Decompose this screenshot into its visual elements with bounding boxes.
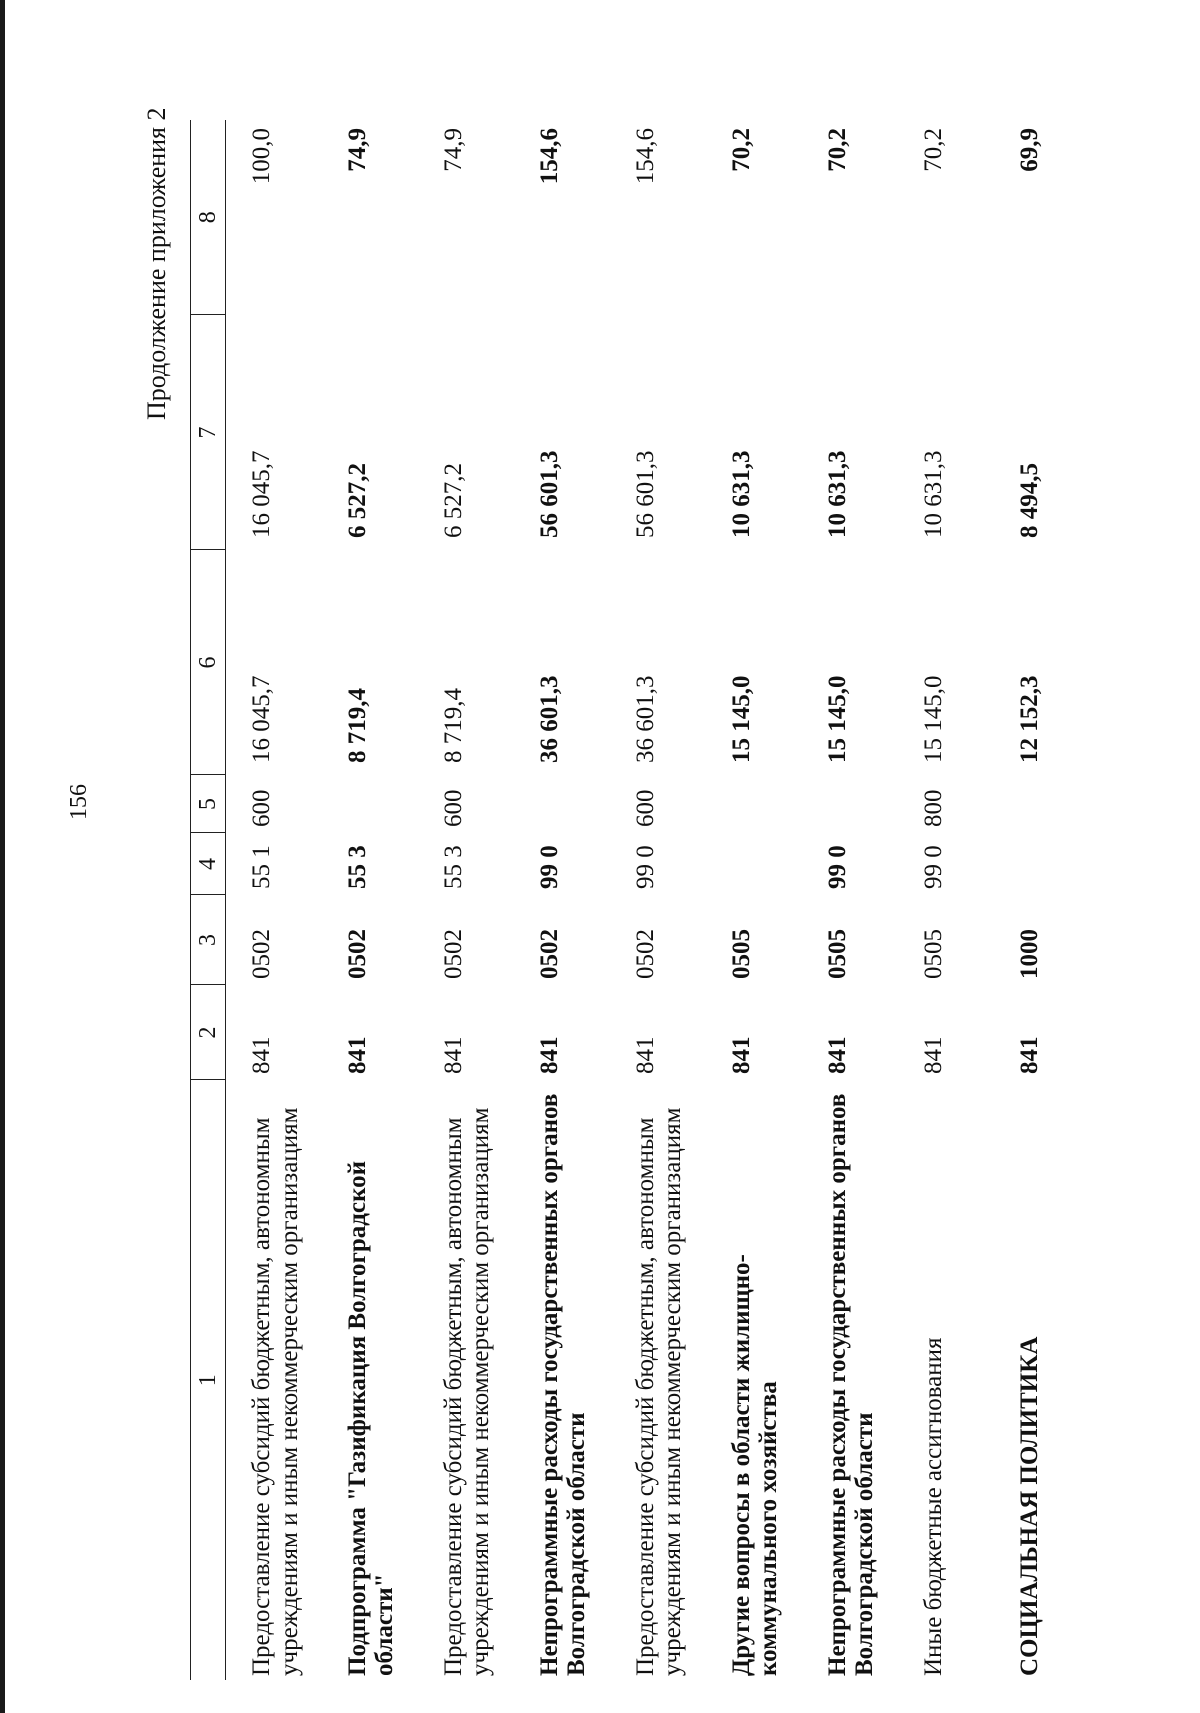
budget-table [190, 120, 1090, 1680]
cell-administrator-code: 841 [631, 1036, 659, 1074]
cell-expense-type [802, 775, 898, 833]
cell-administrator-code: 841 [823, 1036, 851, 1074]
row-name: Предоставление субсидий бюджетным, автономным учреждениям и иным некоммерческим организациям [248, 1107, 303, 1676]
cell-percent: 74,9 [439, 128, 467, 172]
cell-target-code [994, 833, 1090, 895]
table-row [610, 120, 706, 1680]
cell-planned-amount: 16 045,7 [248, 675, 275, 763]
cell-expense-type: 800 [919, 789, 947, 827]
cell-expense-type [994, 775, 1090, 833]
column-header: 4 [191, 833, 226, 895]
table-row [322, 120, 418, 1680]
cell-section-code: 0502 [535, 929, 563, 979]
table-row [514, 120, 610, 1680]
cell-administrator-code: 841 [535, 1036, 563, 1074]
cell-planned-amount: 15 145,0 [823, 675, 851, 763]
column-header: 2 [191, 985, 226, 1080]
cell-percent: 154,6 [631, 128, 659, 185]
cell-percent: 70,2 [727, 128, 755, 172]
cell-section-code: 0502 [343, 929, 371, 979]
cell-target-code: 99 0 [919, 845, 947, 889]
cell-expense-type [322, 775, 418, 833]
cell-actual-amount: 8 494,5 [1015, 463, 1043, 538]
cell-target-code: 99 0 [823, 845, 851, 889]
column-header: 1 [191, 1080, 226, 1680]
cell-percent: 74,9 [343, 128, 371, 172]
cell-section-code: 0505 [823, 929, 851, 979]
cell-planned-amount: 15 145,0 [919, 675, 947, 763]
column-header: 6 [191, 550, 226, 775]
row-name: Непрограммные расходы государственных органов Волгоградской области [535, 1093, 590, 1676]
cell-actual-amount: 6 527,2 [439, 463, 467, 538]
cell-administrator-code: 841 [1015, 1036, 1043, 1074]
table-header [191, 120, 226, 1680]
cell-percent: 70,2 [919, 128, 947, 172]
cell-planned-amount: 8 719,4 [343, 688, 371, 763]
cell-administrator-code: 841 [439, 1036, 467, 1074]
cell-planned-amount: 36 601,3 [631, 675, 659, 763]
row-name: Иные бюджетные ассигнования [919, 1337, 947, 1676]
cell-section-code: 1000 [1015, 929, 1043, 979]
row-name: Предоставление субсидий бюджетным, автономным учреждениям и иным некоммерческим организациям [439, 1107, 494, 1676]
cell-target-code: 55 1 [248, 845, 275, 889]
cell-administrator-code: 841 [343, 1036, 371, 1074]
cell-administrator-code: 841 [727, 1036, 755, 1074]
cell-planned-amount: 12 152,3 [1015, 675, 1043, 763]
cell-actual-amount: 10 631,3 [823, 450, 851, 538]
column-header: 5 [191, 775, 226, 833]
cell-target-code [706, 833, 802, 895]
cell-expense-type: 600 [439, 789, 467, 827]
table-row [802, 120, 898, 1680]
scan-edge [0, 0, 5, 1713]
cell-planned-amount: 36 601,3 [535, 675, 563, 763]
cell-section-code: 0502 [248, 929, 275, 979]
cell-section-code: 0505 [919, 929, 947, 979]
column-header: 8 [191, 120, 226, 315]
page-number: 156 [66, 784, 92, 820]
row-name: Другие вопросы в области жилищно-коммунального хозяйства [727, 1254, 782, 1676]
table-row [898, 120, 994, 1680]
cell-target-code: 55 3 [439, 845, 467, 889]
table-row [706, 120, 802, 1680]
cell-target-code: 99 0 [631, 845, 659, 889]
cell-expense-type: 600 [248, 789, 275, 827]
table-row [418, 120, 514, 1680]
cell-actual-amount: 10 631,3 [727, 450, 755, 538]
row-name: СОЦИАЛЬНАЯ ПОЛИТИКА [1015, 1336, 1043, 1676]
row-name: Непрограммные расходы государственных органов Волгоградской области [823, 1093, 878, 1676]
cell-administrator-code: 841 [248, 1036, 275, 1074]
cell-percent: 154,6 [535, 128, 563, 185]
table-row [226, 120, 322, 1680]
cell-section-code: 0502 [439, 929, 467, 979]
row-name: Предоставление субсидий бюджетным, автономным учреждениям и иным некоммерческим организациям [631, 1107, 686, 1676]
cell-expense-type [706, 775, 802, 833]
cell-expense-type: 600 [631, 789, 659, 827]
cell-section-code: 0505 [727, 929, 755, 979]
column-header: 3 [191, 895, 226, 985]
cell-administrator-code: 841 [919, 1036, 947, 1074]
cell-percent: 100,0 [248, 128, 275, 185]
rotated-page [80, 90, 1140, 1680]
row-name: Подпрограмма "Газификация Волгоградской области" [343, 1160, 398, 1676]
cell-planned-amount: 8 719,4 [439, 688, 467, 763]
column-header: 7 [191, 315, 226, 550]
cell-target-code: 55 3 [343, 845, 371, 889]
cell-percent: 70,2 [823, 128, 851, 172]
continuation-label: Продолжение приложения 2 [142, 107, 171, 420]
table-body [226, 120, 1090, 1680]
table-row [994, 120, 1090, 1680]
cell-actual-amount: 16 045,7 [248, 450, 275, 538]
cell-target-code: 99 0 [535, 845, 563, 889]
cell-section-code: 0502 [631, 929, 659, 979]
cell-expense-type [514, 775, 610, 833]
cell-actual-amount: 56 601,3 [535, 450, 563, 538]
cell-percent: 69,9 [1015, 128, 1043, 172]
cell-actual-amount: 56 601,3 [631, 450, 659, 538]
cell-actual-amount: 6 527,2 [343, 463, 371, 538]
cell-actual-amount: 10 631,3 [919, 450, 947, 538]
cell-planned-amount: 15 145,0 [727, 675, 755, 763]
